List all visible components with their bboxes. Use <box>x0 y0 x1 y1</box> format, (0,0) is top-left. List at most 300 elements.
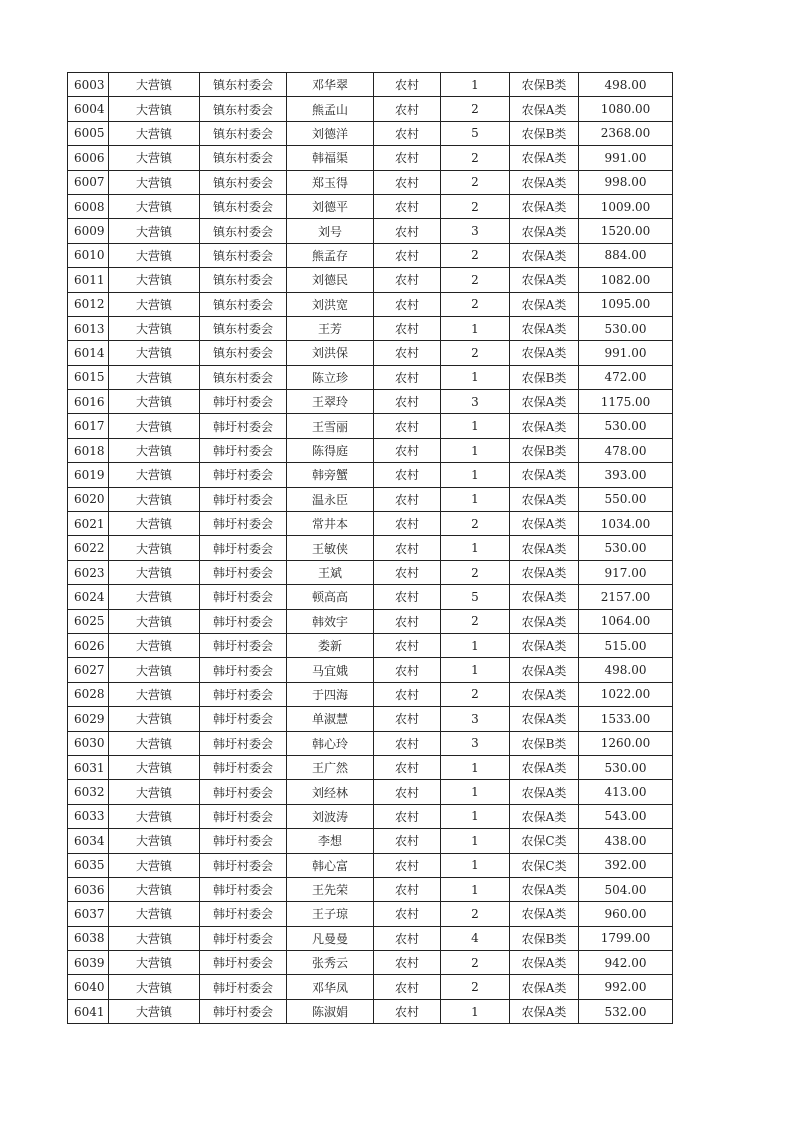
person-name-cell: 韩效宇 <box>287 609 374 633</box>
record-id-cell: 6029 <box>68 707 109 731</box>
person-name-cell: 刘经林 <box>287 780 374 804</box>
person-name-cell: 韩心玲 <box>287 731 374 755</box>
table-row <box>68 243 673 267</box>
village-committee-cell: 韩圩村委会 <box>200 682 287 706</box>
household-type-cell: 农村 <box>374 560 441 584</box>
amount-cell: 530.00 <box>579 414 673 438</box>
table-row <box>68 609 673 633</box>
village-committee-cell: 镇东村委会 <box>200 365 287 389</box>
record-id-cell: 6039 <box>68 951 109 975</box>
insurance-category-cell: 农保A类 <box>510 463 579 487</box>
village-committee-cell: 韩圩村委会 <box>200 707 287 731</box>
town-cell: 大营镇 <box>109 658 200 682</box>
person-name-cell: 王先荣 <box>287 877 374 901</box>
insurance-category-cell: 农保A类 <box>510 390 579 414</box>
insurance-category-cell: 农保A类 <box>510 268 579 292</box>
table-row <box>68 97 673 121</box>
household-type-cell: 农村 <box>374 975 441 999</box>
village-committee-cell: 韩圩村委会 <box>200 658 287 682</box>
record-id-cell: 6030 <box>68 731 109 755</box>
table-row <box>68 121 673 145</box>
town-cell: 大营镇 <box>109 926 200 950</box>
family-size-cell: 1 <box>441 755 510 779</box>
record-id-cell: 6015 <box>68 365 109 389</box>
record-id-cell: 6012 <box>68 292 109 316</box>
household-type-cell: 农村 <box>374 170 441 194</box>
town-cell: 大营镇 <box>109 755 200 779</box>
table-row <box>68 268 673 292</box>
family-size-cell: 1 <box>441 999 510 1023</box>
amount-cell: 917.00 <box>579 560 673 584</box>
household-type-cell: 农村 <box>374 487 441 511</box>
village-committee-cell: 韩圩村委会 <box>200 463 287 487</box>
household-type-cell: 农村 <box>374 853 441 877</box>
town-cell: 大营镇 <box>109 829 200 853</box>
record-id-cell: 6022 <box>68 536 109 560</box>
table-row <box>68 731 673 755</box>
person-name-cell: 熊孟山 <box>287 97 374 121</box>
insurance-category-cell: 农保A类 <box>510 585 579 609</box>
table-row <box>68 926 673 950</box>
family-size-cell: 3 <box>441 707 510 731</box>
insurance-category-cell: 农保A类 <box>510 633 579 657</box>
town-cell: 大营镇 <box>109 633 200 657</box>
insurance-category-cell: 农保A类 <box>510 316 579 340</box>
insurance-category-cell: 农保A类 <box>510 682 579 706</box>
family-size-cell: 2 <box>441 951 510 975</box>
town-cell: 大营镇 <box>109 975 200 999</box>
insurance-category-cell: 农保A类 <box>510 341 579 365</box>
amount-cell: 498.00 <box>579 73 673 97</box>
table-row <box>68 951 673 975</box>
town-cell: 大营镇 <box>109 951 200 975</box>
amount-cell: 1009.00 <box>579 194 673 218</box>
table-row <box>68 902 673 926</box>
village-committee-cell: 韩圩村委会 <box>200 390 287 414</box>
person-name-cell: 陈得庭 <box>287 438 374 462</box>
table-row <box>68 829 673 853</box>
insurance-category-cell: 农保A类 <box>510 755 579 779</box>
amount-cell: 1034.00 <box>579 512 673 536</box>
record-id-cell: 6036 <box>68 877 109 901</box>
person-name-cell: 于四海 <box>287 682 374 706</box>
table-row <box>68 780 673 804</box>
record-id-cell: 6018 <box>68 438 109 462</box>
village-committee-cell: 韩圩村委会 <box>200 585 287 609</box>
family-size-cell: 1 <box>441 780 510 804</box>
table-row <box>68 170 673 194</box>
table-row <box>68 853 673 877</box>
household-type-cell: 农村 <box>374 829 441 853</box>
records-table <box>67 72 673 1024</box>
record-id-cell: 6019 <box>68 463 109 487</box>
amount-cell: 992.00 <box>579 975 673 999</box>
village-committee-cell: 韩圩村委会 <box>200 438 287 462</box>
family-size-cell: 2 <box>441 902 510 926</box>
insurance-category-cell: 农保A类 <box>510 243 579 267</box>
person-name-cell: 刘洪保 <box>287 341 374 365</box>
town-cell: 大营镇 <box>109 560 200 584</box>
amount-cell: 1799.00 <box>579 926 673 950</box>
household-type-cell: 农村 <box>374 633 441 657</box>
table-row <box>68 292 673 316</box>
person-name-cell: 马宜娥 <box>287 658 374 682</box>
insurance-category-cell: 农保B类 <box>510 73 579 97</box>
town-cell: 大营镇 <box>109 999 200 1023</box>
record-id-cell: 6017 <box>68 414 109 438</box>
town-cell: 大营镇 <box>109 853 200 877</box>
table-row <box>68 341 673 365</box>
record-id-cell: 6038 <box>68 926 109 950</box>
record-id-cell: 6007 <box>68 170 109 194</box>
amount-cell: 472.00 <box>579 365 673 389</box>
person-name-cell: 刘德平 <box>287 194 374 218</box>
insurance-category-cell: 农保A类 <box>510 487 579 511</box>
person-name-cell: 郑玉得 <box>287 170 374 194</box>
family-size-cell: 1 <box>441 316 510 340</box>
record-id-cell: 6026 <box>68 633 109 657</box>
person-name-cell: 刘洪宽 <box>287 292 374 316</box>
amount-cell: 884.00 <box>579 243 673 267</box>
amount-cell: 942.00 <box>579 951 673 975</box>
family-size-cell: 3 <box>441 731 510 755</box>
amount-cell: 550.00 <box>579 487 673 511</box>
village-committee-cell: 镇东村委会 <box>200 316 287 340</box>
table-row <box>68 585 673 609</box>
household-type-cell: 农村 <box>374 707 441 731</box>
family-size-cell: 2 <box>441 512 510 536</box>
record-id-cell: 6008 <box>68 194 109 218</box>
town-cell: 大营镇 <box>109 804 200 828</box>
table-row <box>68 804 673 828</box>
household-type-cell: 农村 <box>374 682 441 706</box>
insurance-category-cell: 农保A类 <box>510 804 579 828</box>
amount-cell: 515.00 <box>579 633 673 657</box>
record-id-cell: 6037 <box>68 902 109 926</box>
insurance-category-cell: 农保C类 <box>510 853 579 877</box>
record-id-cell: 6021 <box>68 512 109 536</box>
village-committee-cell: 韩圩村委会 <box>200 902 287 926</box>
village-committee-cell: 镇东村委会 <box>200 146 287 170</box>
insurance-category-cell: 农保A类 <box>510 609 579 633</box>
amount-cell: 532.00 <box>579 999 673 1023</box>
family-size-cell: 2 <box>441 560 510 584</box>
table-row <box>68 316 673 340</box>
household-type-cell: 农村 <box>374 609 441 633</box>
insurance-category-cell: 农保A类 <box>510 97 579 121</box>
family-size-cell: 2 <box>441 341 510 365</box>
village-committee-cell: 韩圩村委会 <box>200 780 287 804</box>
record-id-cell: 6034 <box>68 829 109 853</box>
insurance-category-cell: 农保C类 <box>510 829 579 853</box>
amount-cell: 2368.00 <box>579 121 673 145</box>
person-name-cell: 熊孟存 <box>287 243 374 267</box>
household-type-cell: 农村 <box>374 97 441 121</box>
record-id-cell: 6040 <box>68 975 109 999</box>
family-size-cell: 1 <box>441 804 510 828</box>
record-id-cell: 6025 <box>68 609 109 633</box>
household-type-cell: 农村 <box>374 292 441 316</box>
person-name-cell: 韩旁蟹 <box>287 463 374 487</box>
town-cell: 大营镇 <box>109 512 200 536</box>
table-row <box>68 999 673 1023</box>
person-name-cell: 娄新 <box>287 633 374 657</box>
record-id-cell: 6035 <box>68 853 109 877</box>
person-name-cell: 韩福渠 <box>287 146 374 170</box>
town-cell: 大营镇 <box>109 97 200 121</box>
village-committee-cell: 镇东村委会 <box>200 170 287 194</box>
household-type-cell: 农村 <box>374 512 441 536</box>
family-size-cell: 1 <box>441 463 510 487</box>
village-committee-cell: 韩圩村委会 <box>200 731 287 755</box>
record-id-cell: 6031 <box>68 755 109 779</box>
household-type-cell: 农村 <box>374 755 441 779</box>
insurance-category-cell: 农保B类 <box>510 121 579 145</box>
town-cell: 大营镇 <box>109 194 200 218</box>
table-row <box>68 438 673 462</box>
person-name-cell: 李想 <box>287 829 374 853</box>
family-size-cell: 4 <box>441 926 510 950</box>
record-id-cell: 6004 <box>68 97 109 121</box>
person-name-cell: 王芳 <box>287 316 374 340</box>
table-row <box>68 560 673 584</box>
family-size-cell: 2 <box>441 194 510 218</box>
record-id-cell: 6028 <box>68 682 109 706</box>
family-size-cell: 1 <box>441 658 510 682</box>
town-cell: 大营镇 <box>109 707 200 731</box>
family-size-cell: 2 <box>441 97 510 121</box>
person-name-cell: 陈立珍 <box>287 365 374 389</box>
village-committee-cell: 韩圩村委会 <box>200 926 287 950</box>
table-body <box>68 73 673 1024</box>
town-cell: 大营镇 <box>109 780 200 804</box>
insurance-category-cell: 农保A类 <box>510 194 579 218</box>
person-name-cell: 刘德洋 <box>287 121 374 145</box>
village-committee-cell: 韩圩村委会 <box>200 877 287 901</box>
amount-cell: 393.00 <box>579 463 673 487</box>
village-committee-cell: 镇东村委会 <box>200 73 287 97</box>
record-id-cell: 6023 <box>68 560 109 584</box>
household-type-cell: 农村 <box>374 365 441 389</box>
family-size-cell: 1 <box>441 414 510 438</box>
person-name-cell: 王雪丽 <box>287 414 374 438</box>
town-cell: 大营镇 <box>109 487 200 511</box>
amount-cell: 960.00 <box>579 902 673 926</box>
insurance-category-cell: 农保B类 <box>510 365 579 389</box>
village-committee-cell: 韩圩村委会 <box>200 609 287 633</box>
insurance-category-cell: 农保A类 <box>510 780 579 804</box>
village-committee-cell: 韩圩村委会 <box>200 829 287 853</box>
person-name-cell: 温永臣 <box>287 487 374 511</box>
amount-cell: 530.00 <box>579 755 673 779</box>
table-row <box>68 73 673 97</box>
village-committee-cell: 韩圩村委会 <box>200 975 287 999</box>
household-type-cell: 农村 <box>374 268 441 292</box>
amount-cell: 1064.00 <box>579 609 673 633</box>
amount-cell: 392.00 <box>579 853 673 877</box>
family-size-cell: 1 <box>441 877 510 901</box>
amount-cell: 1260.00 <box>579 731 673 755</box>
person-name-cell: 王子琼 <box>287 902 374 926</box>
insurance-category-cell: 农保A类 <box>510 146 579 170</box>
table-row <box>68 390 673 414</box>
insurance-category-cell: 农保A类 <box>510 951 579 975</box>
table-row <box>68 975 673 999</box>
insurance-category-cell: 农保B类 <box>510 926 579 950</box>
table-row <box>68 707 673 731</box>
town-cell: 大营镇 <box>109 316 200 340</box>
person-name-cell: 王敏侠 <box>287 536 374 560</box>
amount-cell: 1520.00 <box>579 219 673 243</box>
person-name-cell: 王翠玲 <box>287 390 374 414</box>
town-cell: 大营镇 <box>109 170 200 194</box>
amount-cell: 991.00 <box>579 341 673 365</box>
family-size-cell: 2 <box>441 170 510 194</box>
family-size-cell: 2 <box>441 268 510 292</box>
family-size-cell: 3 <box>441 219 510 243</box>
table-row <box>68 463 673 487</box>
amount-cell: 1175.00 <box>579 390 673 414</box>
household-type-cell: 农村 <box>374 194 441 218</box>
town-cell: 大营镇 <box>109 292 200 316</box>
record-id-cell: 6005 <box>68 121 109 145</box>
family-size-cell: 1 <box>441 853 510 877</box>
town-cell: 大营镇 <box>109 902 200 926</box>
record-id-cell: 6032 <box>68 780 109 804</box>
family-size-cell: 1 <box>441 438 510 462</box>
village-committee-cell: 韩圩村委会 <box>200 951 287 975</box>
person-name-cell: 陈淑娟 <box>287 999 374 1023</box>
village-committee-cell: 韩圩村委会 <box>200 560 287 584</box>
family-size-cell: 5 <box>441 585 510 609</box>
record-id-cell: 6016 <box>68 390 109 414</box>
record-id-cell: 6003 <box>68 73 109 97</box>
household-type-cell: 农村 <box>374 316 441 340</box>
family-size-cell: 1 <box>441 487 510 511</box>
amount-cell: 478.00 <box>579 438 673 462</box>
household-type-cell: 农村 <box>374 804 441 828</box>
family-size-cell: 1 <box>441 829 510 853</box>
household-type-cell: 农村 <box>374 73 441 97</box>
amount-cell: 413.00 <box>579 780 673 804</box>
village-committee-cell: 韩圩村委会 <box>200 999 287 1023</box>
insurance-category-cell: 农保A类 <box>510 170 579 194</box>
insurance-category-cell: 农保A类 <box>510 536 579 560</box>
village-committee-cell: 韩圩村委会 <box>200 414 287 438</box>
table-row <box>68 877 673 901</box>
person-name-cell: 常井本 <box>287 512 374 536</box>
family-size-cell: 2 <box>441 975 510 999</box>
insurance-category-cell: 农保A类 <box>510 877 579 901</box>
amount-cell: 1533.00 <box>579 707 673 731</box>
insurance-category-cell: 农保A类 <box>510 292 579 316</box>
person-name-cell: 刘波涛 <box>287 804 374 828</box>
person-name-cell: 张秀云 <box>287 951 374 975</box>
amount-cell: 1095.00 <box>579 292 673 316</box>
record-id-cell: 6006 <box>68 146 109 170</box>
table-row <box>68 682 673 706</box>
amount-cell: 1082.00 <box>579 268 673 292</box>
person-name-cell: 单淑慧 <box>287 707 374 731</box>
family-size-cell: 2 <box>441 609 510 633</box>
family-size-cell: 5 <box>441 121 510 145</box>
record-id-cell: 6014 <box>68 341 109 365</box>
household-type-cell: 农村 <box>374 780 441 804</box>
person-name-cell: 邓华翠 <box>287 73 374 97</box>
household-type-cell: 农村 <box>374 341 441 365</box>
town-cell: 大营镇 <box>109 365 200 389</box>
amount-cell: 530.00 <box>579 316 673 340</box>
record-id-cell: 6033 <box>68 804 109 828</box>
town-cell: 大营镇 <box>109 682 200 706</box>
town-cell: 大营镇 <box>109 609 200 633</box>
insurance-category-cell: 农保A类 <box>510 707 579 731</box>
record-id-cell: 6027 <box>68 658 109 682</box>
town-cell: 大营镇 <box>109 73 200 97</box>
household-type-cell: 农村 <box>374 243 441 267</box>
insurance-category-cell: 农保A类 <box>510 219 579 243</box>
insurance-category-cell: 农保A类 <box>510 975 579 999</box>
amount-cell: 504.00 <box>579 877 673 901</box>
household-type-cell: 农村 <box>374 219 441 243</box>
household-type-cell: 农村 <box>374 585 441 609</box>
family-size-cell: 3 <box>441 390 510 414</box>
family-size-cell: 1 <box>441 536 510 560</box>
family-size-cell: 1 <box>441 633 510 657</box>
village-committee-cell: 韩圩村委会 <box>200 755 287 779</box>
amount-cell: 2157.00 <box>579 585 673 609</box>
town-cell: 大营镇 <box>109 390 200 414</box>
insurance-category-cell: 农保B类 <box>510 731 579 755</box>
insurance-category-cell: 农保A类 <box>510 999 579 1023</box>
record-id-cell: 6009 <box>68 219 109 243</box>
household-type-cell: 农村 <box>374 146 441 170</box>
table-row <box>68 414 673 438</box>
amount-cell: 1080.00 <box>579 97 673 121</box>
record-id-cell: 6041 <box>68 999 109 1023</box>
town-cell: 大营镇 <box>109 731 200 755</box>
town-cell: 大营镇 <box>109 438 200 462</box>
record-id-cell: 6011 <box>68 268 109 292</box>
table-row <box>68 755 673 779</box>
insurance-category-cell: 农保B类 <box>510 438 579 462</box>
person-name-cell: 王斌 <box>287 560 374 584</box>
family-size-cell: 1 <box>441 365 510 389</box>
town-cell: 大营镇 <box>109 268 200 292</box>
insurance-category-cell: 农保A类 <box>510 560 579 584</box>
record-id-cell: 6024 <box>68 585 109 609</box>
family-size-cell: 2 <box>441 682 510 706</box>
table-row <box>68 365 673 389</box>
household-type-cell: 农村 <box>374 121 441 145</box>
village-committee-cell: 镇东村委会 <box>200 341 287 365</box>
household-type-cell: 农村 <box>374 463 441 487</box>
village-committee-cell: 镇东村委会 <box>200 194 287 218</box>
town-cell: 大营镇 <box>109 536 200 560</box>
person-name-cell: 邓华凤 <box>287 975 374 999</box>
household-type-cell: 农村 <box>374 999 441 1023</box>
village-committee-cell: 韩圩村委会 <box>200 853 287 877</box>
village-committee-cell: 镇东村委会 <box>200 292 287 316</box>
village-committee-cell: 韩圩村委会 <box>200 804 287 828</box>
table-row <box>68 512 673 536</box>
person-name-cell: 顿高高 <box>287 585 374 609</box>
table-row <box>68 487 673 511</box>
family-size-cell: 2 <box>441 146 510 170</box>
town-cell: 大营镇 <box>109 243 200 267</box>
town-cell: 大营镇 <box>109 121 200 145</box>
table-row <box>68 536 673 560</box>
